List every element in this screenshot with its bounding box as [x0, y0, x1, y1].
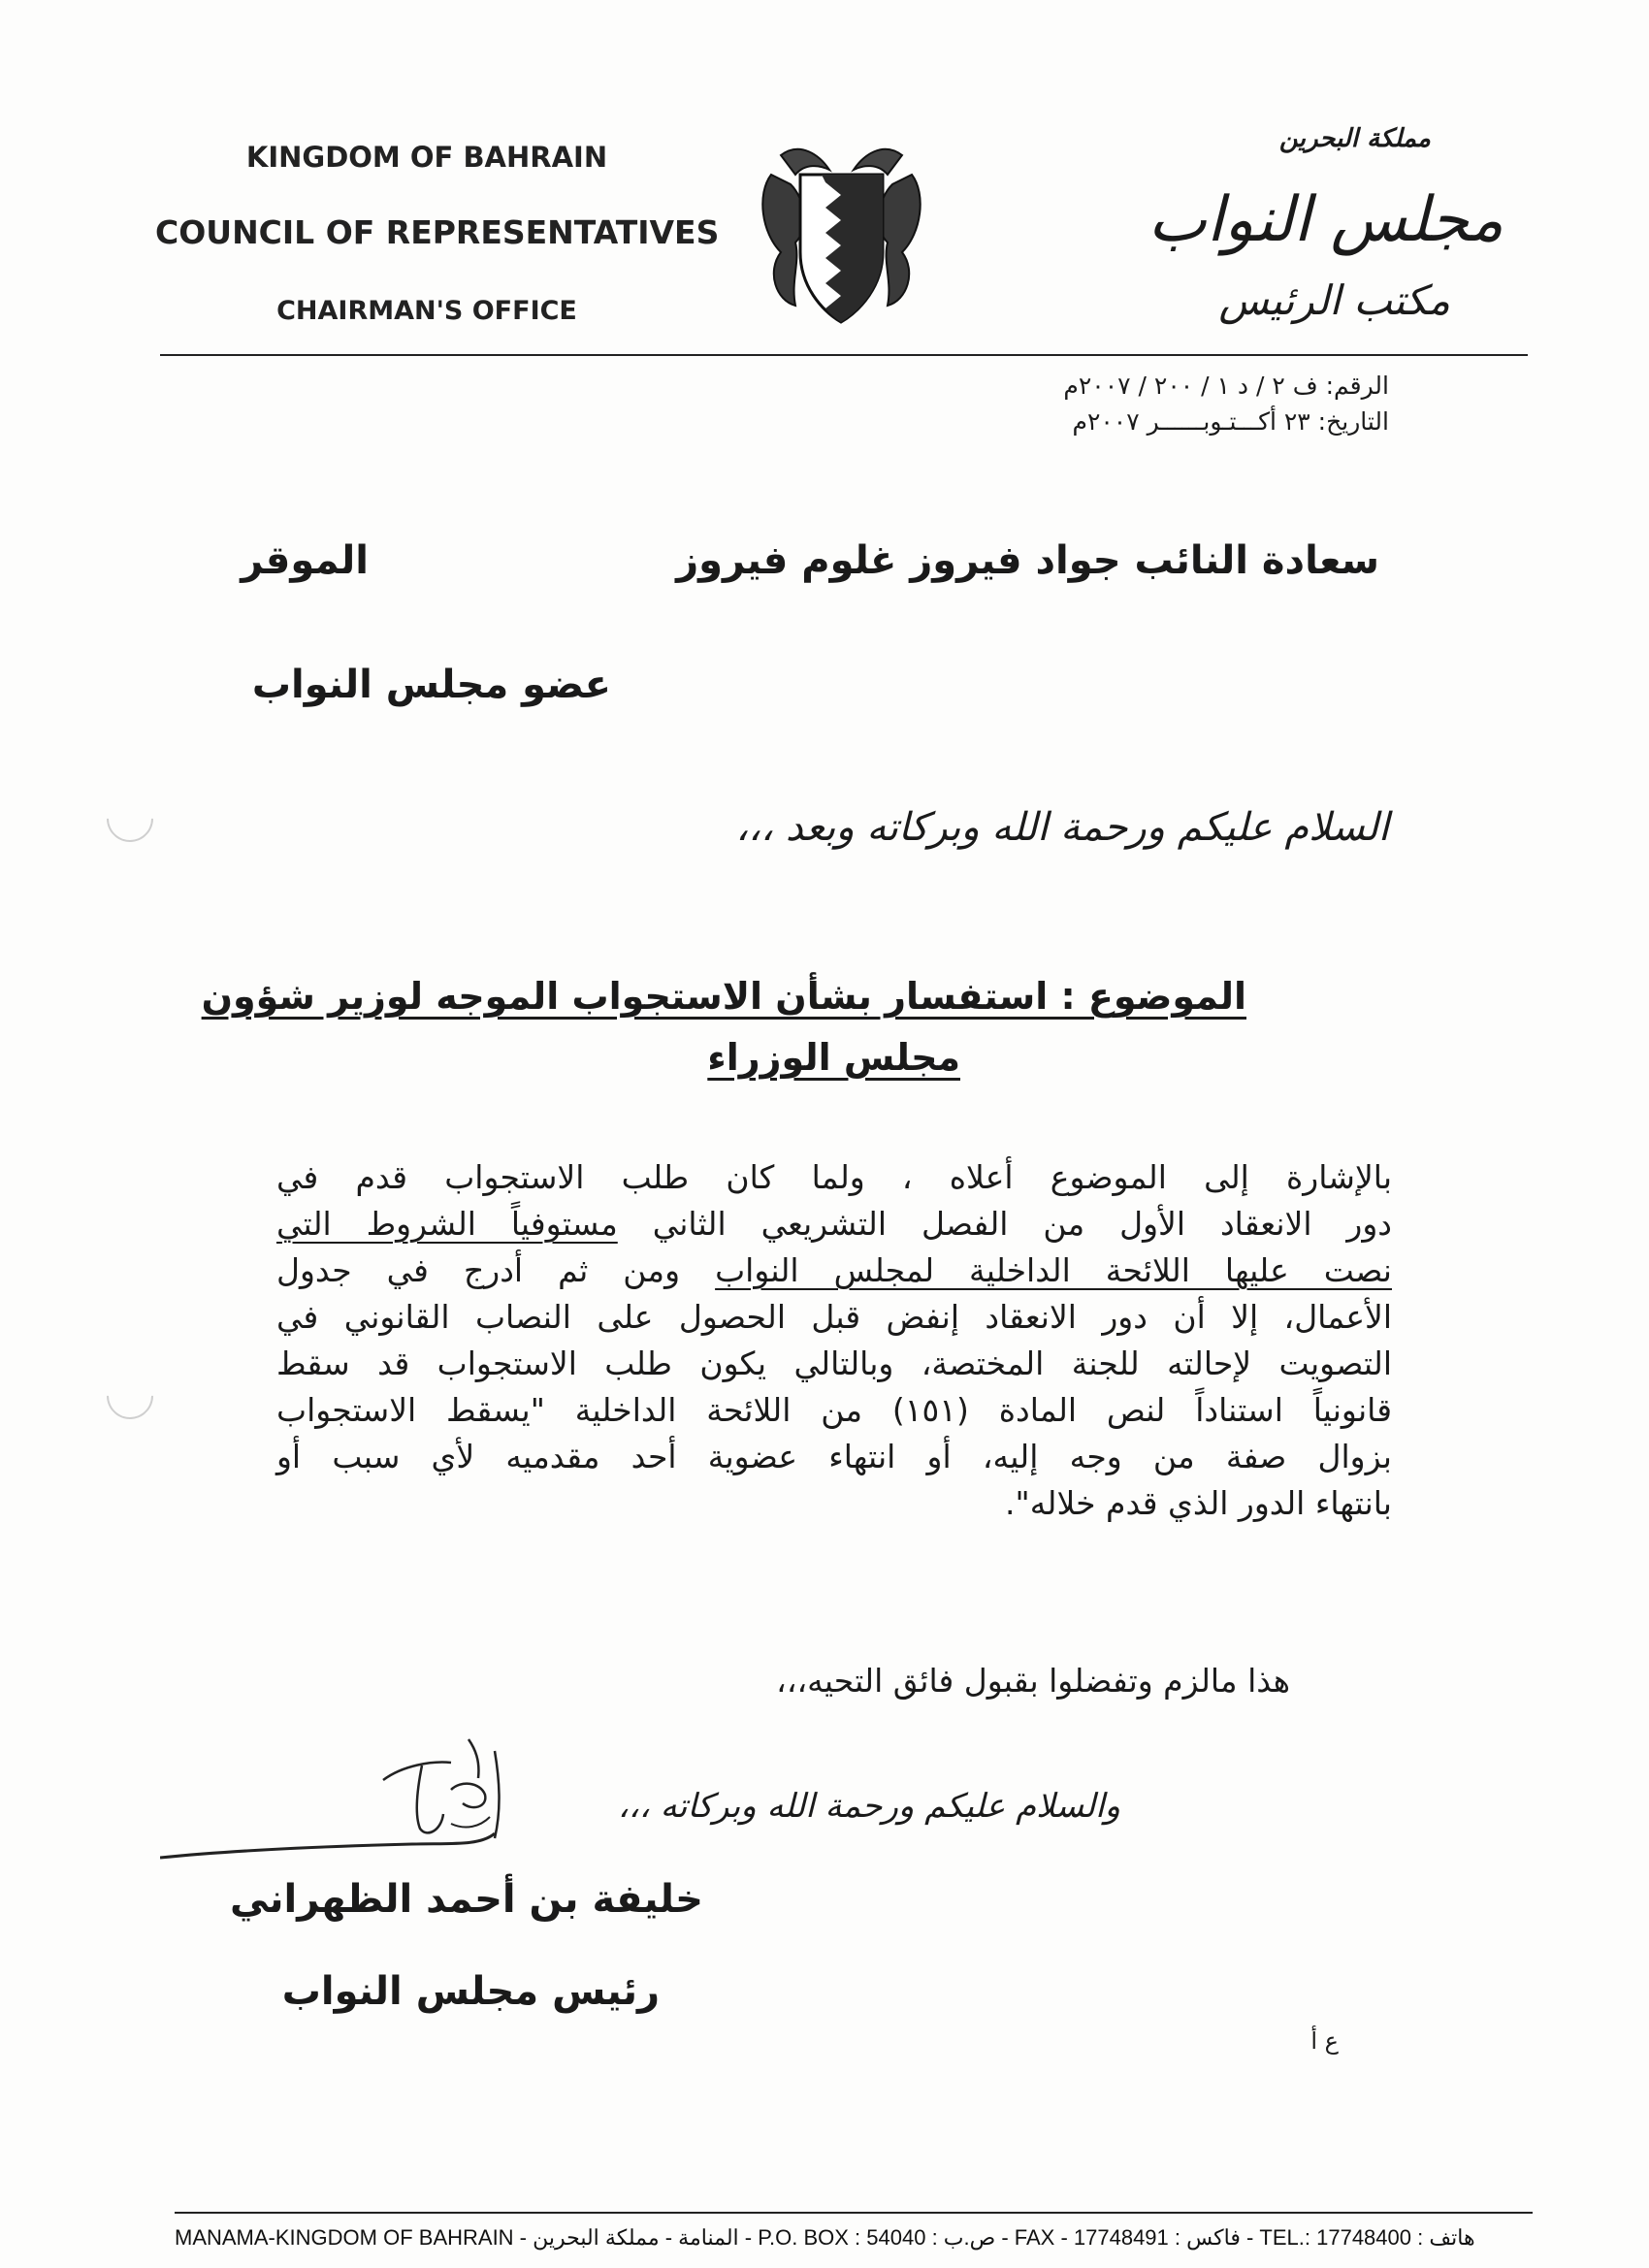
coat-of-arms-emblem	[752, 136, 931, 330]
body-line	[276, 1247, 1392, 1294]
letterhead-ar-line2: مجلس النواب	[1148, 184, 1504, 256]
initials: ع أ	[1310, 2027, 1339, 2055]
letterhead-en-line2: COUNCIL OF REPRESENTATIVES	[155, 213, 720, 251]
letterhead-en-line3: CHAIRMAN'S OFFICE	[276, 296, 577, 326]
signature-scribble	[160, 1722, 587, 1867]
recipient-name: سعادة النائب جواد فيروز غلوم فيروز	[676, 538, 1379, 583]
body-underlined-segment: نصت عليها اللائحة الداخلية لمجلس النواب	[715, 1251, 1392, 1289]
handwritten-closing: والسلام عليكم ورحمة الله وبركاته ،،،	[618, 1787, 1120, 1826]
body-line: الأعمال، إلا أن دور الانعقاد إنفض قبل الحصول على النصاب القانوني في	[276, 1298, 1392, 1336]
body-underlined-segment: مستوفياً الشروط التي	[276, 1205, 618, 1243]
recipient-title: عضو مجلس النواب	[251, 663, 611, 707]
letterhead-ar-line1: مملكة البحرين	[1278, 124, 1431, 153]
body-line: قانونياً استناداً لنص المادة (١٥١) من اللائحة الداخلية "يسقط الاستجواب	[276, 1391, 1392, 1429]
body-line-segment: دور الانعقاد الأول من الفصل التشريعي الثاني	[652, 1205, 1392, 1243]
body-line: بزوال صفة من وجه إليه، أو انتهاء عضوية أحد مقدميه لأي سبب أو	[276, 1438, 1392, 1475]
body-line: بانتهاء الدور الذي قدم خلاله".	[1005, 1484, 1392, 1522]
signatory-title: رئيس مجلس النواب	[281, 1969, 660, 2014]
closing: هذا مالزم وتفضلوا بقبول فائق التحيه،،،	[776, 1662, 1290, 1700]
body-paragraph	[276, 1154, 1392, 1527]
footer-rule	[175, 2212, 1533, 2214]
body-line-segment: ومن ثم أدرج في جدول	[276, 1251, 681, 1289]
signatory-name: خليفة بن أحمد الظهراني	[230, 1877, 703, 1922]
letterhead-ar-line3: مكتب الرئيس	[1218, 276, 1450, 324]
footer-contact: MANAMA-KINGDOM OF BAHRAIN - المنامة - مملكة البحرين - P.O. BOX : 54040 : ص.ب - FAX - 17748491 : فاكس - TEL.: 17748400 : هاتف	[175, 2225, 1475, 2250]
letterhead-en-line1: KINGDOM OF BAHRAIN	[245, 141, 608, 174]
header-rule	[160, 354, 1528, 356]
reference-date: التاريخ: ٢٣ أكـــتـوبــــــر ٢٠٠٧م	[1072, 407, 1389, 436]
punch-hole-bottom	[97, 1363, 163, 1429]
body-line: بالإشارة إلى الموضوع أعلاه ، ولما كان طلب الاستجواب قدم في	[276, 1158, 1392, 1196]
reference-number: الرقم: ف ٢ / د ١ / ٢٠٠ / ٢٠٠٧م	[1063, 372, 1389, 400]
body-line	[276, 1201, 1392, 1247]
recipient-honorific: الموقر	[241, 538, 369, 583]
punch-hole-top	[97, 786, 163, 852]
greeting: السلام عليكم ورحمة الله وبركاته وبعد ،،،	[735, 805, 1389, 850]
subject-line2: مجلس الوزراء	[707, 1036, 960, 1079]
subject-line1: الموضوع : استفسار بشأن الاستجواب الموجه لوزير شؤون	[201, 975, 1246, 1018]
body-line: التصويت لإحالته للجنة المختصة، وبالتالي يكون طلب الاستجواب قد سقط	[276, 1345, 1392, 1382]
